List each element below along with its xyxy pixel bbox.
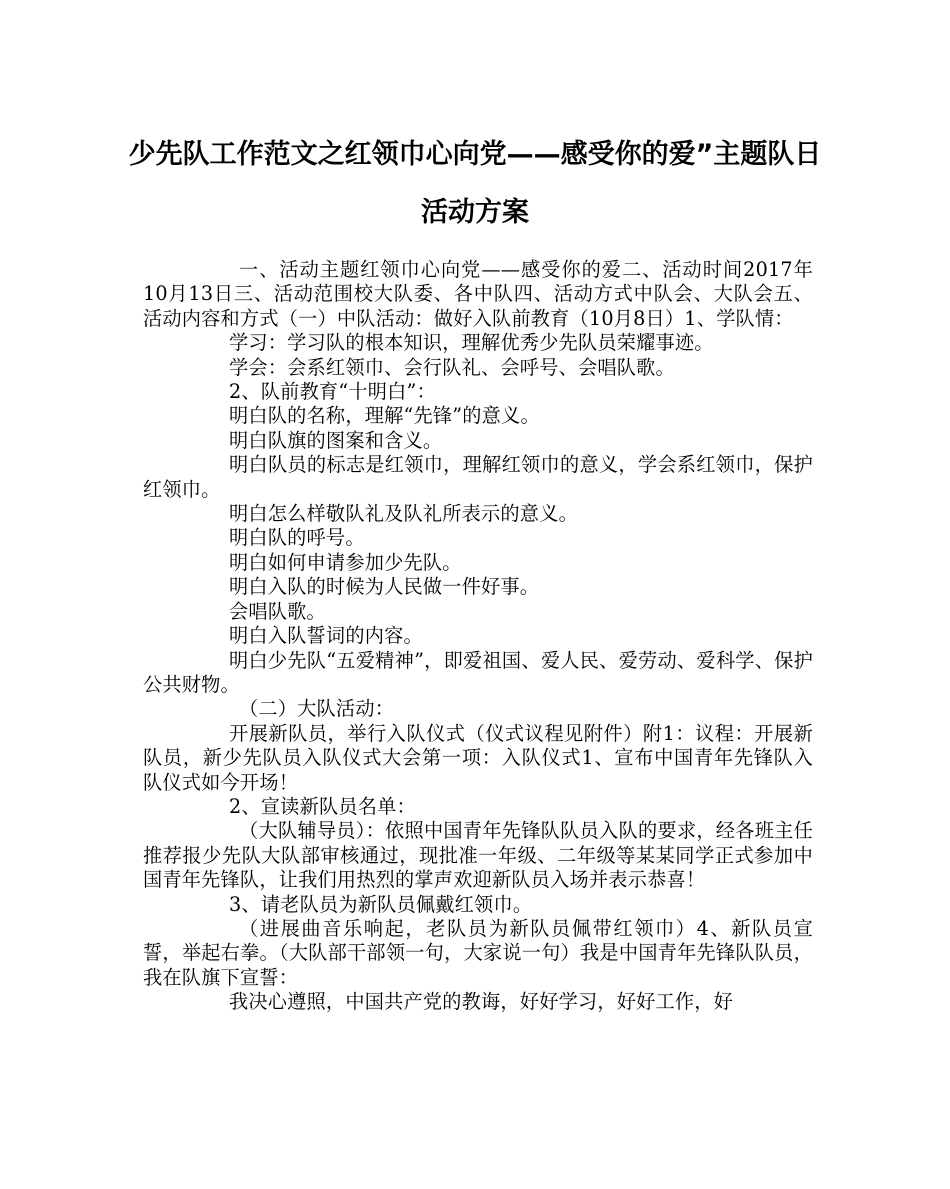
paragraph: 会唱队歌。	[229, 599, 326, 623]
paragraph: 明白队的呼号。	[229, 526, 365, 550]
paragraph: 3、请老队员为新队员佩戴红领巾。	[229, 892, 533, 916]
paragraph: 学会：会系红领巾、会行队礼、会呼号、会唱队歌。	[229, 355, 675, 379]
paragraph: 明白队旗的图案和含义。	[229, 428, 443, 452]
paragraph: 学习：学习队的根本知识，理解优秀少先队员荣耀事迹。	[229, 331, 714, 355]
document-title: 少先队工作范文之红领巾心向党——感受你的爱”主题队日活动方案	[128, 139, 822, 228]
paragraph: （二）大队活动：	[239, 697, 395, 721]
paragraph: 明白入队的时候为人民做一件好事。	[229, 575, 540, 599]
paragraph: 一、活动主题红领巾心向党——感受你的爱二、活动时间2017年10月13日三、活动范围校大队委、各中队四、活动方式中队会、大队会五、活动内容和方式（一）中队活动：做好入队前教育（10月8日）1、学队情：	[143, 258, 813, 330]
paragraph: 2、宣读新队员名单：	[229, 794, 416, 818]
paragraph: （进展曲音乐响起，老队员为新队员佩带红领巾）4、新队员宣誓，举起右拳。（大队部干部领一句，大家说一句）我是中国青年先锋队队员，我在队旗下宣誓：	[143, 916, 813, 989]
document-body	[143, 258, 813, 1015]
paragraph: 明白入队誓词的内容。	[229, 624, 423, 648]
paragraph: 明白少先队“五爱精神”，即爱祖国、爱人民、爱劳动、爱科学、保护公共财物。	[143, 648, 813, 696]
paragraph: 明白队的名称，理解“先锋”的意义。	[229, 404, 540, 428]
paragraph: 开展新队员，举行入队仪式（仪式议程见附件）附1：议程：开展新队员，新少先队员入队仪式大会第一项：入队仪式1、宣布中国青年先锋队入队仪式如今开场！	[143, 721, 813, 794]
paragraph: 明白如何申请参加少先队。	[229, 550, 462, 574]
paragraph: （大队辅导员）：依照中国青年先锋队队员入队的要求，经各班主任推荐报少先队大队部审核通过，现批准一年级、二年级等某某同学正式参加中国青年先锋队，让我们用热烈的掌声欢迎新队员入场并表示恭喜！	[143, 819, 813, 892]
paragraph: 2、队前教育“十明白”：	[229, 380, 436, 404]
paragraph: 明白队员的标志是红领巾，理解红领巾的意义，学会系红领巾，保护红领巾。	[143, 453, 813, 501]
paragraph: 我决心遵照，中国共产党的教诲，好好学习，好好工作，好	[229, 990, 734, 1014]
paragraph: 明白怎么样敬队礼及队礼所表示的意义。	[229, 502, 578, 526]
